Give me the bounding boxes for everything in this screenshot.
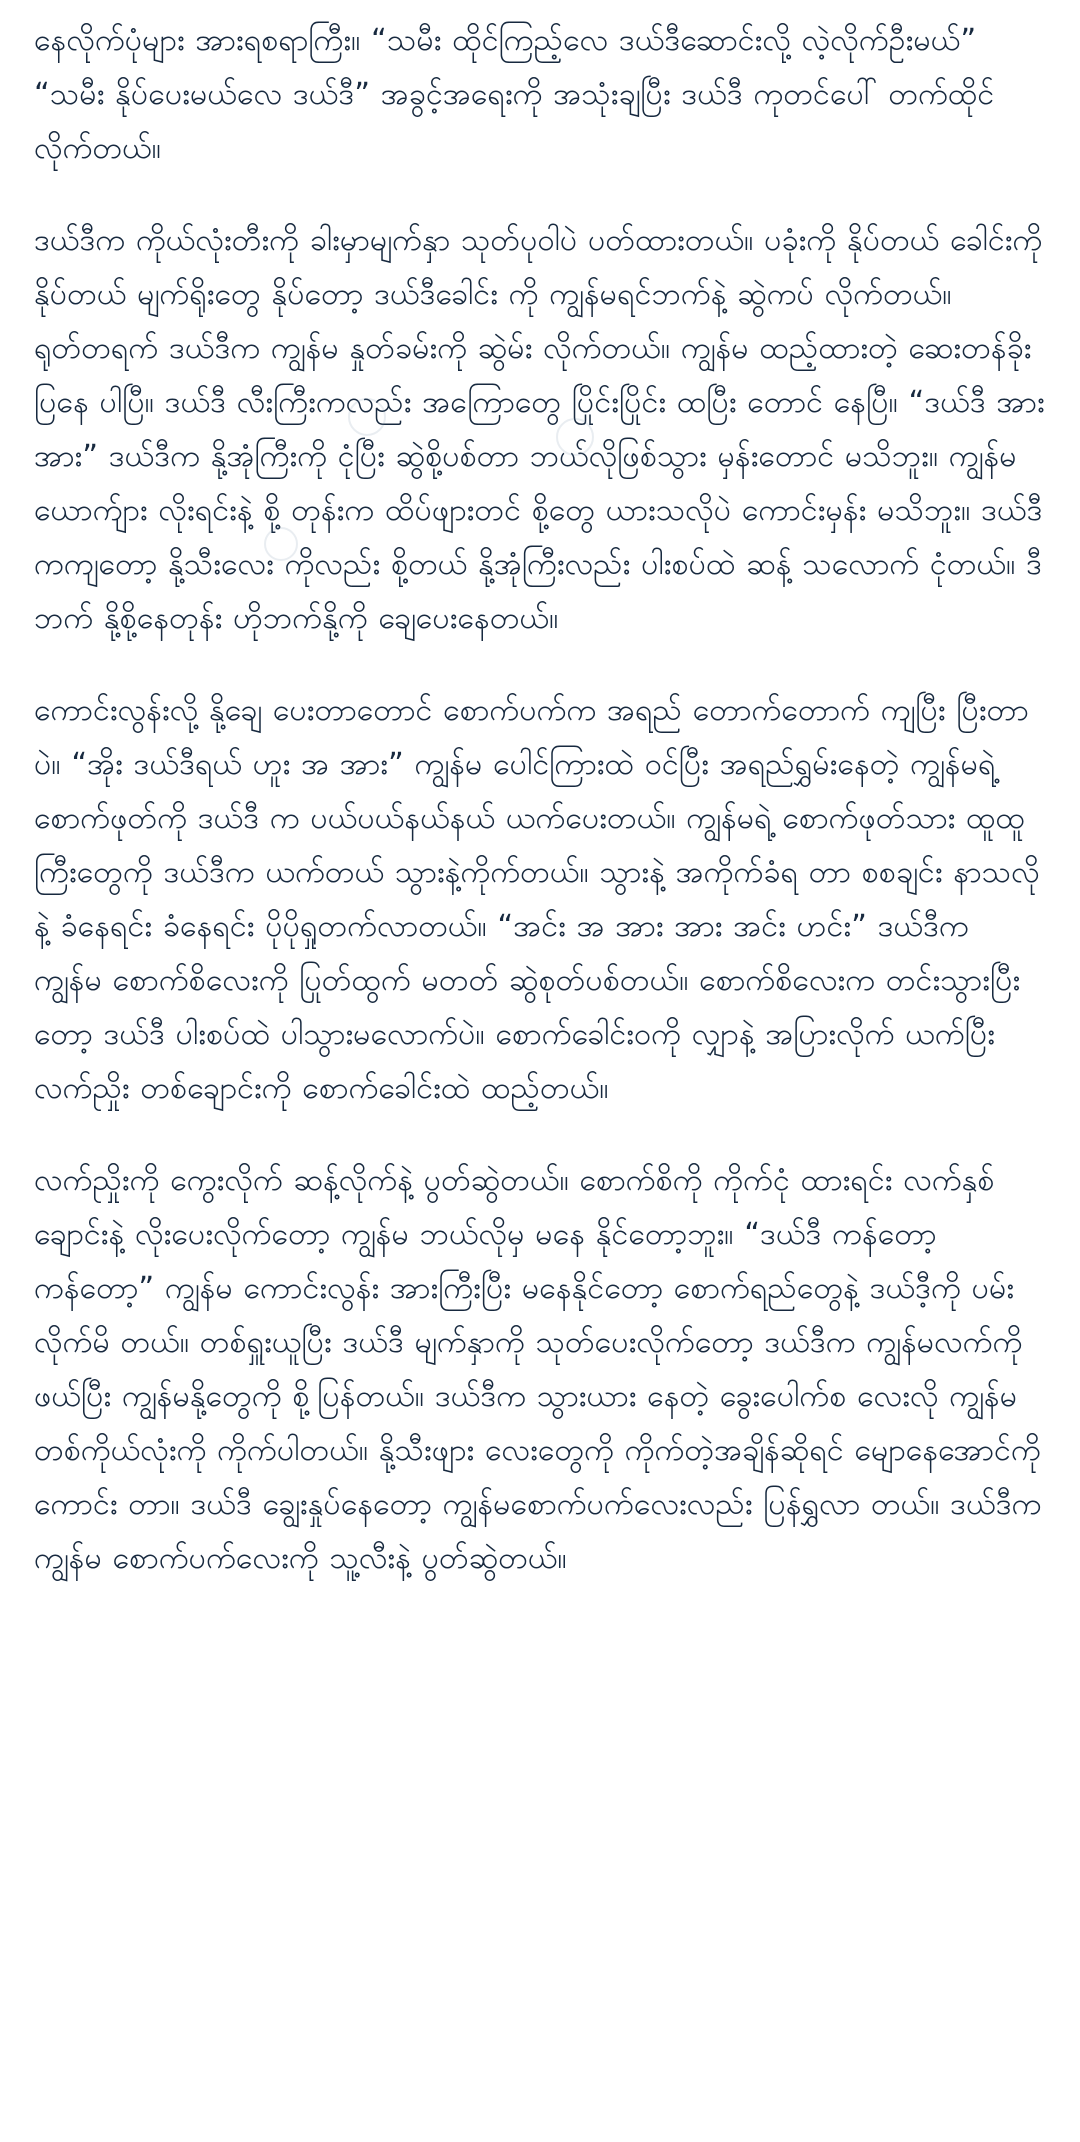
paragraph-4: လက်ညှိုးကို ကွေးလိုက် ဆန့်လိုက်နဲ့ ပွတ်ဆွဲတယ်။ စောက်စိကို ကိုက်ငုံ ထားရင်း လက်နှစ်ချောင်းနဲ့ လိုးပေးလိုက်တော့ ကျွန်မ ဘယ်လိုမှ မနေ နိုင်တော့ဘူး။ “ဒယ်ဒီ ကန်တော့ ကန်တော့” ကျွန်မ ကောင်းလွန်း အားကြီးပြီး မနေနိုင်တော့ စောက်ရည်တွေနဲ့ ဒယ်ဒီ့ကို ပမ်းလိုက်မိ တယ်။ တစ်ရှူးယူပြီး ဒယ်ဒီ မျက်နှာကို သုတ်ပေးလိုက်တော့ ဒယ်ဒီက ကျွန်မလက်ကို ဖယ်ပြီး ကျွန်မနို့တွေကို စို့ပြန်တယ်။ ဒယ်ဒီက သွားယား နေတဲ့ ခွေးပေါက်စ လေးလို ကျွန်မ တစ်ကိုယ်လုံးကို ကိုက်ပါတယ်။ နို့သီးဖျား လေးတွေကို ကိုက်တဲ့အချိန်ဆိုရင် မျောနေအောင်ကို ကောင်း တာ။ ဒယ်ဒီ ချွေးနှုပ်နေတော့ ကျွန်မစောက်ပက်လေးလည်း ပြန်ရွှလာ တယ်။ ဒယ်ဒီက ကျွန်မ စောက်ပက်လေးကို သူ့လီးနဲ့ ပွတ်ဆွဲတယ်။ [34, 1163, 1053, 1576]
paragraph-1: နေလိုက်ပုံများ အားရစရာကြီး။ “သမီး ထိုင်ကြည့်လေ ဒယ်ဒီဆောင်းလို့ လဲ့လိုက်ဦးမယ်” “သမီး နိုပ်ပေးမယ်လေ ဒယ်ဒီ” အခွင့်အရေးကို အသုံးချပြီး ဒယ်ဒီ ကုတင်ပေါ် တက်ထိုင်လိုက်တယ်။ [34, 23, 995, 166]
paragraph-2: ဒယ်ဒီက ကိုယ်လုံးတီးကို ခါးမှာမျက်နှာ သုတ်ပုဝါပဲ ပတ်ထားတယ်။ ပခုံးကို နိုပ်တယ် ခေါင်းကိုနိုပ်တယ် မျက်ရိုးတွေ နိုပ်တော့ ဒယ်ဒီခေါင်း ကို ကျွန်မရင်ဘက်နဲ့ ဆွဲကပ် လိုက်တယ်။ ရုတ်တရက် ဒယ်ဒီက ကျွန်မ နှုတ်ခမ်းကို ဆွဲမ်း လိုက်တယ်။ ကျွန်မ ထည့်ထားတဲ့ ဆေးတန်ခိုး ပြနေ ပါပြီ။ ဒယ်ဒီ လီးကြီးကလည်း အကြောတွေ ပြိုင်းပြိုင်း ထပြီး တောင် နေပြီ။ “ဒယ်ဒီ အား အား” ဒယ်ဒီက နို့အုံကြီးကို ငုံပြီး ဆွဲစို့ပစ်တာ ဘယ်လိုဖြစ်သွား မှန်းတောင် မသိဘူး။ ကျွန်မ ယောက်ျား လိုးရင်းနဲ့ စို့ တုန်းက ထိပ်ဖျားတင် စို့တွေ ယားသလိုပဲ ကောင်းမှန်း မသိဘူး။ ဒယ်ဒီ ကကျတော့ နို့သီးလေး ကိုလည်း စို့တယ် နို့အုံကြီးလည်း ပါးစပ်ထဲ ဆန့် သလောက် ငုံတယ်။ ဒီဘက် နို့စို့နေတုန်း ဟိုဘက်နို့ကို ချေပေးနေတယ်။ [34, 223, 1056, 636]
paragraph-3: ကောင်းလွန်းလို့ နို့ချေ ပေးတာတောင် စောက်ပက်က အရည် တောက်တောက် ကျပြီး ပြီးတာပဲ။ “အိုး ဒယ်ဒီရယ် ဟူး အ အား” ကျွန်မ ပေါင်ကြားထဲ ဝင်ပြီး အရည်ရွှမ်းနေတဲ့ ကျွန်မရဲ့ စောက်ဖုတ်ကို ဒယ်ဒီ က ပယ်ပယ်နယ်နယ် ယက်ပေးတယ်။ ကျွန်မရဲ့ စောက်ဖုတ်သား ထူထူ ကြီးတွေကို ဒယ်ဒီက ယက်တယ် သွားနဲ့ကိုက်တယ်။ သွားနဲ့ အကိုက်ခံရ တာ စစချင်း နာသလိုနဲ့ ခံနေရင်း ခံနေရင်း ပိုပိုရှုတက်လာတယ်။ “အင်း အ အား အား အင်း ဟင်း” ဒယ်ဒီက ကျွန်မ စောက်စိလေးကို ပြုတ်ထွက် မတတ် ဆွဲစုတ်ပစ်တယ်။ စောက်စိလေးက တင်းသွားပြီးတော့ ဒယ်ဒီ ပါးစပ်ထဲ ပါသွားမလောက်ပဲ။ စောက်ခေါင်းဝကို လျှာနဲ့ အပြားလိုက် ယက်ပြီး လက်ညှိုး တစ်ချောင်းကို စောက်ခေါင်းထဲ ထည့်တယ်။ [34, 693, 1040, 1106]
